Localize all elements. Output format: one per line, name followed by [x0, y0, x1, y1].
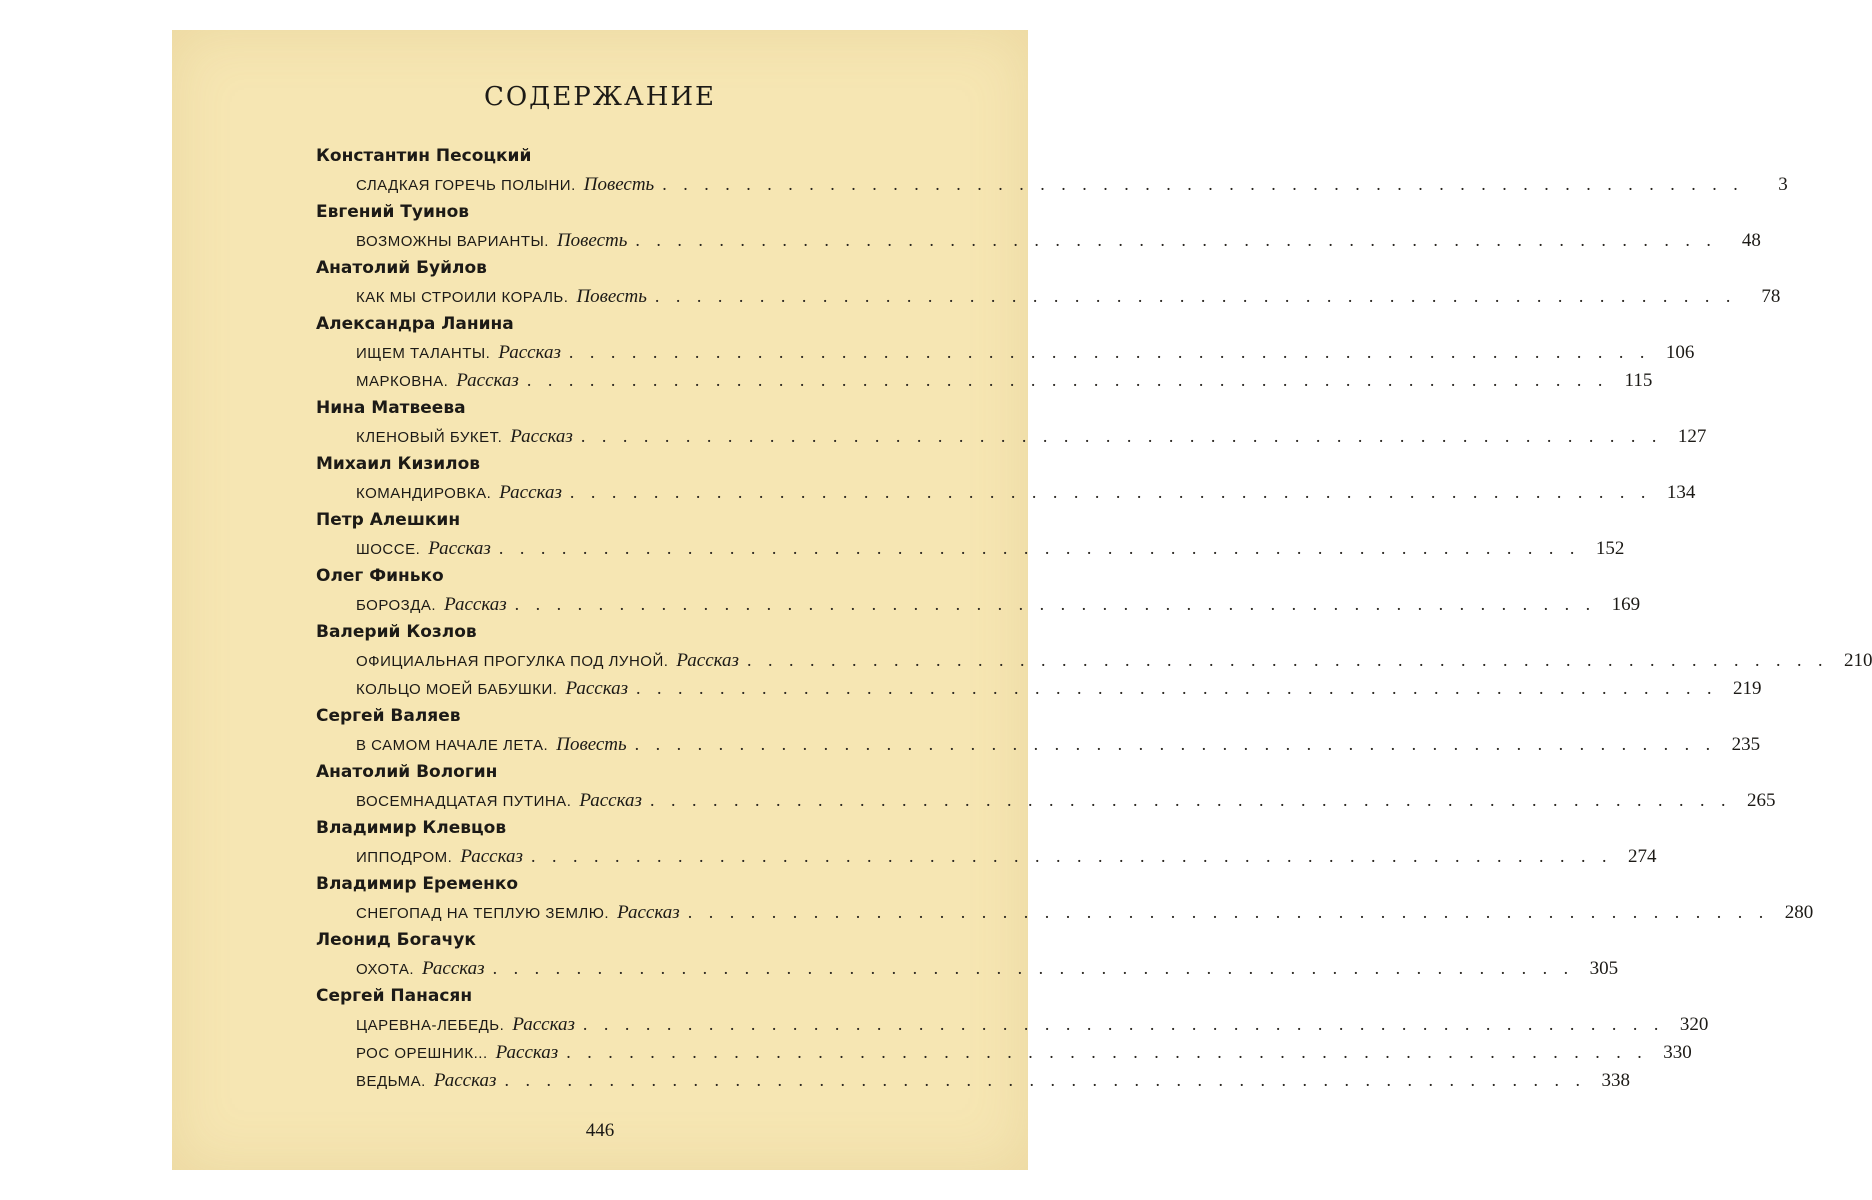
toc-entry — [316, 534, 1625, 562]
work-page-number: 330 — [1663, 1042, 1692, 1063]
work-page-number: 265 — [1746, 790, 1776, 811]
toc-section — [316, 198, 1761, 254]
author-name: Анатолий Буйлов — [316, 258, 487, 278]
author-name: Константин Песоцкий — [316, 146, 532, 166]
book-page — [172, 30, 1872, 1170]
toc-entry — [316, 786, 1776, 814]
work-page-number: 3 — [1778, 174, 1788, 195]
work-page-number: 78 — [1761, 286, 1781, 307]
toc-entry — [316, 1010, 1709, 1038]
dot-leader: . . . . . . . . . . . . . . . . . . . . . . . . . . . . . . . . . . . . . . . . . . . . . . . . . . . . — [569, 482, 1652, 502]
dot-leader: . . . . . . . . . . . . . . . . . . . . . . . . . . . . . . . . . . . . . . . . . . . . . . . . . . . . — [530, 846, 1613, 866]
toc-section — [316, 506, 1625, 562]
work-genre: Рассказ — [676, 650, 739, 671]
work-page-number: 169 — [1611, 594, 1641, 615]
toc-entry — [316, 170, 1788, 198]
toc-entry — [316, 842, 1657, 870]
page-title: СОДЕРЖАНИЕ — [483, 82, 717, 112]
toc-entry — [316, 590, 1641, 618]
author-name: Евгений Туинов — [316, 202, 470, 222]
dot-leader: . . . . . . . . . . . . . . . . . . . . . . . . . . . . . . . . . . . . . . . . . . . . . . . . . . . . — [635, 230, 1717, 250]
toc-section — [316, 982, 1709, 1094]
toc-entry — [316, 1038, 1692, 1066]
work-genre: Рассказ — [456, 370, 519, 391]
work-genre: Рассказ — [512, 1014, 575, 1035]
work-page-number: 127 — [1677, 426, 1707, 447]
toc-section — [316, 562, 1641, 618]
work-title: МАРКОВНА. — [356, 373, 449, 390]
author-name: Валерий Козлов — [316, 622, 477, 642]
toc-entry — [316, 366, 1653, 394]
work-genre: Рассказ — [617, 902, 680, 923]
work-page-number: 106 — [1665, 342, 1695, 363]
work-title: ЦАРЕВНА-ЛЕБЕДЬ. — [356, 1017, 505, 1034]
toc-entry — [316, 282, 1781, 310]
toc-entry — [316, 478, 1696, 506]
author-name: Олег Финько — [316, 566, 444, 586]
toc-entry — [316, 674, 1762, 702]
work-title: СНЕГОПАД НА ТЕПЛУЮ ЗЕМЛЮ. — [356, 905, 610, 922]
toc-section — [316, 926, 1619, 982]
page-number: 446 — [585, 1120, 615, 1141]
dot-leader: . . . . . . . . . . . . . . . . . . . . . . . . . . . . . . . . . . . . . . . . . . . . . . . . . . . . — [566, 1042, 1648, 1062]
work-page-number: 235 — [1731, 734, 1761, 755]
work-genre: Повесть — [556, 230, 628, 251]
author-name: Владимир Клевцов — [316, 818, 507, 838]
dot-leader: . . . . . . . . . . . . . . . . . . . . . . . . . . . . . . . . . . . . . . . . . . . . . . . . . . . . — [492, 958, 1575, 978]
dot-leader: . . . . . . . . . . . . . . . . . . . . . . . . . . . . . . . . . . . . . . . . . . . . . . . . . . . . — [582, 1014, 1665, 1034]
toc-entry — [316, 646, 1872, 674]
work-title: ВОЗМОЖНЫ ВАРИАНТЫ. — [356, 233, 549, 250]
work-genre: Рассказ — [499, 482, 562, 503]
dot-leader: . . . . . . . . . . . . . . . . . . . . . . . . . . . . . . . . . . . . . . . . . . . . . . . . . . . . — [636, 678, 1718, 698]
author-name: Леонид Богачук — [316, 930, 476, 950]
work-genre: Рассказ — [565, 678, 629, 699]
toc-section — [316, 870, 1814, 926]
dot-leader: . . . . . . . . . . . . . . . . . . . . . . . . . . . . . . . . . . . . . . . . . . . . . . . . . . . . — [746, 650, 1829, 670]
work-title: КЛЕНОВЫЙ БУКЕТ. — [356, 429, 503, 446]
work-title: ШОССЕ. — [356, 541, 421, 558]
work-genre: Рассказ — [428, 538, 491, 559]
work-genre: Рассказ — [433, 1070, 497, 1091]
work-title: ВЕДЬМА. — [356, 1073, 426, 1090]
work-genre: Рассказ — [495, 1042, 559, 1063]
work-title: ОФИЦИАЛЬНАЯ ПРОГУЛКА ПОД ЛУНОЙ. — [356, 653, 669, 670]
work-genre: Рассказ — [422, 958, 485, 979]
table-of-contents — [316, 142, 1872, 1094]
author-name: Александра Ланина — [316, 314, 514, 334]
dot-leader: . . . . . . . . . . . . . . . . . . . . . . . . . . . . . . . . . . . . . . . . . . . . . . . . . . . . — [580, 426, 1663, 446]
work-page-number: 152 — [1595, 538, 1625, 559]
work-title: РОС ОРЕШНИК... — [356, 1045, 488, 1062]
dot-leader: . . . . . . . . . . . . . . . . . . . . . . . . . . . . . . . . . . . . . . . . . . . . . . . . . . . . — [687, 902, 1770, 922]
work-genre: Рассказ — [444, 594, 507, 615]
dot-leader: . . . . . . . . . . . . . . . . . . . . . . . . . . . . . . . . . . . . . . . . . . . . . . . . . . . . — [498, 538, 1581, 558]
dot-leader: . . . . . . . . . . . . . . . . . . . . . . . . . . . . . . . . . . . . . . . . . . . . . . . . . . . . — [514, 594, 1597, 614]
work-page-number: 320 — [1679, 1014, 1709, 1035]
toc-section — [316, 618, 1872, 702]
toc-section — [316, 394, 1707, 450]
toc-entry — [316, 898, 1814, 926]
work-page-number: 134 — [1666, 482, 1696, 503]
toc-entry — [316, 422, 1707, 450]
dot-leader: . . . . . . . . . . . . . . . . . . . . . . . . . . . . . . . . . . . . . . . . . . . . . . . . . . . . — [662, 174, 1744, 194]
work-page-number: 219 — [1733, 678, 1762, 699]
work-page-number: 305 — [1589, 958, 1619, 979]
toc-entry — [316, 338, 1695, 366]
dot-leader: . . . . . . . . . . . . . . . . . . . . . . . . . . . . . . . . . . . . . . . . . . . . . . . . . . . . — [526, 370, 1609, 390]
toc-entry — [316, 730, 1761, 758]
author-name: Михаил Кизилов — [316, 454, 481, 474]
work-title: В САМОМ НАЧАЛЕ ЛЕТА. — [356, 737, 549, 754]
work-page-number: 274 — [1627, 846, 1657, 867]
work-title: ОХОТА. — [356, 961, 415, 978]
toc-section — [316, 254, 1781, 310]
work-page-number: 210 — [1843, 650, 1872, 671]
dot-leader: . . . . . . . . . . . . . . . . . . . . . . . . . . . . . . . . . . . . . . . . . . . . . . . . . . . . — [504, 1070, 1586, 1090]
author-name: Владимир Еременко — [316, 874, 519, 894]
work-genre: Рассказ — [579, 790, 642, 811]
toc-entry — [316, 1066, 1630, 1094]
dot-leader: . . . . . . . . . . . . . . . . . . . . . . . . . . . . . . . . . . . . . . . . . . . . . . . . . . . . — [634, 734, 1717, 754]
author-name: Нина Матвеева — [316, 398, 466, 418]
dot-leader: . . . . . . . . . . . . . . . . . . . . . . . . . . . . . . . . . . . . . . . . . . . . . . . . . . . . — [649, 790, 1732, 810]
work-page-number: 338 — [1601, 1070, 1630, 1091]
author-name: Петр Алешкин — [316, 510, 461, 530]
work-title: КОМАНДИРОВКА. — [356, 485, 492, 502]
author-name: Сергей Валяев — [316, 706, 461, 726]
work-title: БОРОЗДА. — [356, 597, 437, 614]
work-page-number: 280 — [1784, 902, 1814, 923]
author-name: Сергей Панасян — [316, 986, 473, 1006]
work-genre: Повесть — [556, 734, 627, 755]
work-genre: Повесть — [576, 286, 647, 307]
toc-section — [316, 450, 1696, 506]
work-page-number: 48 — [1741, 230, 1761, 251]
work-genre: Рассказ — [460, 846, 523, 867]
work-title: ИППОДРОМ. — [356, 849, 453, 866]
toc-section — [316, 814, 1657, 870]
author-name: Анатолий Вологин — [316, 762, 498, 782]
toc-entry — [316, 226, 1761, 254]
toc-section — [316, 142, 1788, 198]
work-genre: Рассказ — [510, 426, 573, 447]
toc-section — [316, 702, 1761, 758]
work-title: КАК МЫ СТРОИЛИ КОРАЛЬ. — [356, 289, 569, 306]
toc-section — [316, 758, 1776, 814]
work-title: ИЩЕМ ТАЛАНТЫ. — [356, 345, 491, 362]
work-title: СЛАДКАЯ ГОРЕЧЬ ПОЛЫНИ. — [356, 177, 576, 194]
dot-leader: . . . . . . . . . . . . . . . . . . . . . . . . . . . . . . . . . . . . . . . . . . . . . . . . . . . . — [568, 342, 1651, 362]
work-genre: Рассказ — [498, 342, 561, 363]
toc-section — [316, 310, 1695, 394]
work-title: ВОСЕМНАДЦАТАЯ ПУТИНА. — [356, 793, 572, 810]
work-title: КОЛЬЦО МОЕЙ БАБУШКИ. — [356, 681, 558, 698]
toc-entry — [316, 954, 1619, 982]
dot-leader: . . . . . . . . . . . . . . . . . . . . . . . . . . . . . . . . . . . . . . . . . . . . . . . . . . . . — [654, 286, 1737, 306]
work-genre: Повесть — [583, 174, 655, 195]
work-page-number: 115 — [1624, 370, 1653, 391]
